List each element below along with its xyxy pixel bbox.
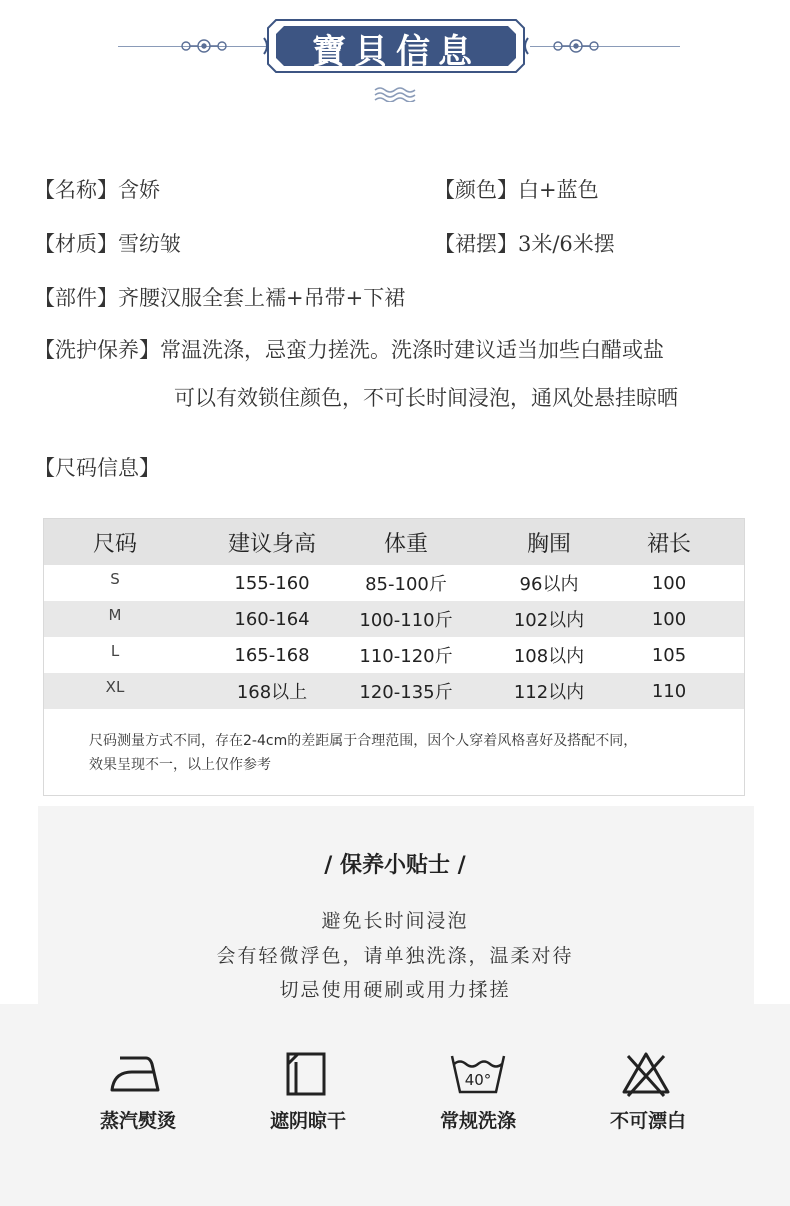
table-cell: 100 [651, 572, 687, 594]
wash-40-icon [448, 1050, 508, 1098]
table-cell: 105 [651, 644, 687, 666]
care-tip-line: 会有轻微浮色，请单独洗涤，温柔对待 [216, 945, 574, 967]
table-header-cell: 建议身高 [227, 531, 316, 557]
care-icon-label: 常规洗涤 [439, 1110, 516, 1132]
table-cell: 102以内 [513, 610, 585, 631]
care-tip-line: 避免长时间浸泡 [321, 910, 469, 932]
shade-dry-icon [276, 1050, 336, 1098]
table-cell: 85-100斤 [365, 574, 447, 595]
table-header-cell: 胸围 [526, 531, 571, 557]
info-material [34, 228, 181, 258]
info-care [34, 334, 664, 364]
care-icon-label: 遮阴晾干 [269, 1110, 346, 1132]
table-cell: 100-110斤 [359, 610, 453, 631]
care-tip-line: 切忌使用硬刷或用力揉搓 [279, 979, 511, 1001]
care-icon-label: 蒸汽熨烫 [99, 1110, 176, 1132]
table-cell: 96以内 [519, 574, 579, 595]
care-tips-title: / 保养小贴士 / [324, 852, 466, 878]
info-parts [34, 282, 405, 312]
no-bleach-icon [616, 1050, 676, 1098]
wave-ornament-icon [373, 86, 417, 102]
size-info-label: 【尺码信息】 [34, 456, 160, 480]
table-cell: 112以内 [513, 682, 585, 703]
table-cell: 108以内 [513, 646, 585, 667]
care-label: 【洗护保养】 [34, 338, 160, 362]
hem-value: 3米/6米摆 [518, 232, 615, 256]
table-cell: 168以上 [236, 682, 308, 703]
parts-label: 【部件】 [34, 286, 118, 310]
hem-label: 【裙摆】 [434, 232, 518, 256]
table-row [44, 673, 744, 709]
table-row [44, 565, 744, 601]
table-cell: 165-168 [234, 644, 310, 666]
color-value: 白+蓝色 [518, 178, 599, 202]
care-icon-label: 不可漂白 [609, 1110, 686, 1132]
info-color [434, 174, 599, 204]
table-cell: L [110, 642, 120, 660]
info-name [34, 174, 160, 204]
scroll-ornament-right-icon [548, 36, 604, 56]
table-cell: 110 [651, 680, 687, 702]
table-note [89, 729, 729, 777]
table-cell: 155-160 [234, 572, 310, 594]
table-header-row [44, 519, 744, 565]
wash-temp-label: 40° [464, 1071, 492, 1089]
care-icons-panel [0, 1004, 790, 1206]
scroll-ornament-left-icon [176, 36, 232, 56]
table-cell: 120-135斤 [359, 682, 453, 703]
table-note-line: 尺码测量方式不同，存在2-4cm的差距属于合理范围，因个人穿着风格喜好及搭配不同， [89, 733, 638, 749]
info-hem [434, 228, 615, 258]
table-row [44, 637, 744, 673]
material-label: 【材质】 [34, 232, 118, 256]
table-cell: 160-164 [234, 608, 310, 630]
parts-value: 齐腰汉服全套上襦+吊带+下裙 [118, 286, 406, 310]
color-label: 【颜色】 [434, 178, 518, 202]
banner-title: 寶貝信息 [312, 32, 480, 72]
material-value: 雪纺皱 [118, 232, 181, 256]
table-note-line: 效果呈现不一，以上仅作参考 [89, 757, 271, 773]
care-value-1: 常温洗涤，忌蛮力搓洗。洗涤时建议适当加些白醋或盐 [160, 338, 664, 362]
table-header-cell: 尺码 [92, 531, 137, 557]
table-cell: S [110, 570, 120, 588]
table-cell: 100 [651, 608, 687, 630]
table-header-cell: 体重 [383, 531, 428, 557]
table-header-cell: 裙长 [646, 531, 691, 557]
table-cell: M [108, 606, 122, 624]
care-value-2: 可以有效锁住颜色，不可长时间浸泡，通风处悬挂晾晒 [174, 386, 678, 410]
size-table [43, 518, 745, 796]
name-value: 含娇 [118, 178, 160, 202]
name-label: 【名称】 [34, 178, 118, 202]
table-cell: 110-120斤 [359, 646, 453, 667]
table-row [44, 601, 744, 637]
table-cell: XL [105, 678, 125, 696]
steam-iron-icon [106, 1050, 166, 1098]
section-banner [0, 0, 790, 110]
